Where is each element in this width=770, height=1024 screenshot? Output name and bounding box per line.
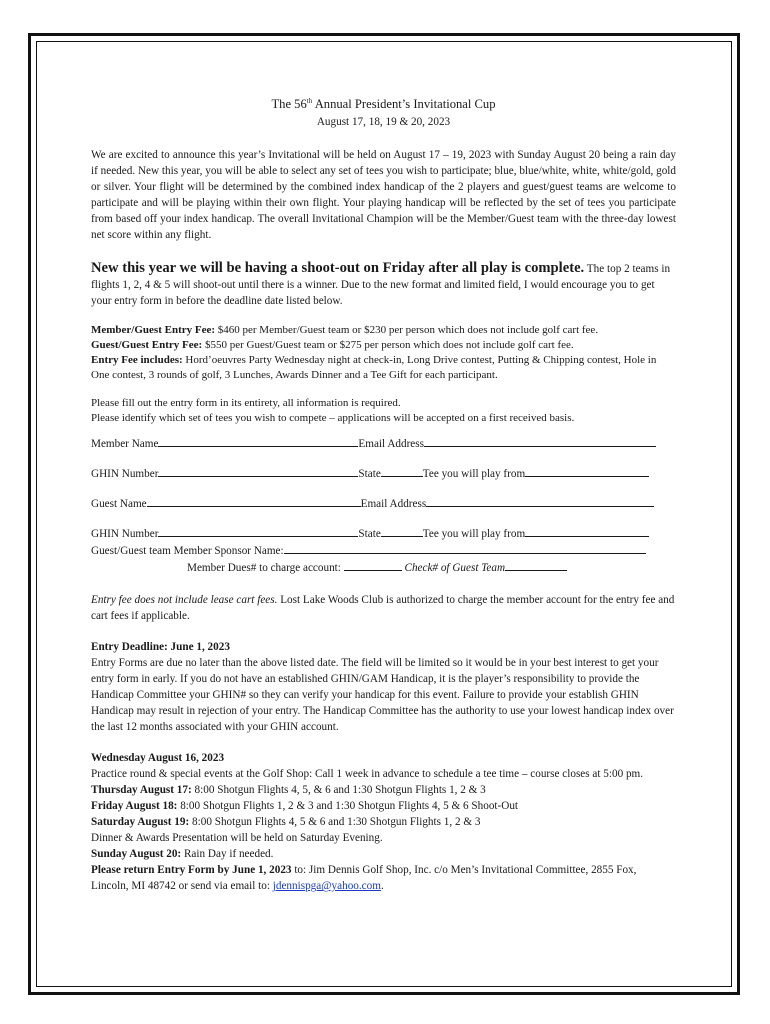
friday-line: Friday August 18: 8:00 Shotgun Flights 1, 2 & 3 and 1:30 Shotgun Flights 4, 5 & 6 Shoot-Out [91,800,519,813]
dinner-line: Dinner & Awards Presentation will be held on Saturday Evening. [91,832,383,845]
guest-check-field[interactable] [505,559,567,571]
fee-includes: Entry Fee includes: Hord’oeuvres Party Wednesday night at check-in, Long Drive contest, Putting & Chipping contest, Hole in One contest, 3 rounds of golf, 3 Lunches, Awards Dinner and a Tee Gift for each participant. [91,354,657,382]
guest-name-field[interactable] [147,495,361,507]
saturday-line: Saturday August 19: 8:00 Shotgun Flights 4, 5 & 6 and 1:30 Shotgun Flights 1, 2 & 3 [91,816,481,829]
wednesday-heading: Wednesday August 16, 2023 [91,752,225,765]
member-name-field[interactable] [158,435,358,447]
intro-paragraph: We are excited to announce this year’s Invitational will be held on August 17 – 19, 2023 with Sunday August 20 being a rain day if needed. New this year, you will be able to select any set of tees you wish to participate; blue, blue/white, white, white/gold, gold or silver. Your flight will be determined by the combined index handicap of the 2 players and guest/guest teams are welcome to participate and will be playing within their own flight. Your playing handicap will be reflected by the set of tees you participate from based off your index handicap. The overall Invitational Champion will be the Member/Guest team with the three-day lowest net score within any flight. [91,149,676,242]
member-email-field[interactable] [424,435,656,447]
sponsor-row: Guest/Guest team Member Sponsor Name: [91,542,676,559]
member-ghin-row: GHIN Number State Tee you will play from [91,465,676,482]
instructions: Please fill out the entry form in its entirety, all information is required. Please identify which set of tees you wish to compete – applications will be accepted on a first received basis. [91,397,575,425]
guest-row: Guest Name Email Address [91,495,676,512]
member-guest-fee: Member/Guest Entry Fee: $460 per Member/Guest team or $230 per person which does not include golf cart fee. [91,324,599,337]
wednesday-text: Practice round & special events at the Golf Shop: Call 1 week in advance to schedule a tee time – course closes at 5:00 pm. [91,768,644,781]
member-state-field[interactable] [381,465,423,477]
member-tee-field[interactable] [525,465,649,477]
document-title: The 56th Annual President’s Invitational Cup [271,97,496,112]
guest-tee-field[interactable] [525,525,649,537]
guest-guest-fee: Guest/Guest Entry Fee: $550 per Guest/Guest team or $275 per person which does not include golf cart fee. [91,339,574,352]
return-instructions: Please return Entry Form by June 1, 2023 to: Jim Dennis Golf Shop, Inc. c/o Men’s Invitational Committee, 2855 Fox, Lincoln, MI 48742 or send via email to: jdennispga@yahoo.com. [91,864,637,893]
email-link[interactable]: jdennispga@yahoo.com [272,880,381,893]
sponsor-name-field[interactable] [284,542,646,554]
shootout-headline: New this year we will be having a shoot-out on Friday after all play is complete. [91,260,585,277]
fees-section [91,323,676,383]
charge-row: Member Dues# to charge account: Check# of Guest Team [91,559,676,576]
guest-ghin-row: GHIN Number State Tee you will play from [91,525,676,542]
event-dates: August 17, 18, 19 & 20, 2023 [316,116,451,129]
guest-ghin-field[interactable] [158,525,358,537]
guest-email-field[interactable] [426,495,654,507]
sunday-line: Sunday August 20: Rain Day if needed. [91,848,274,861]
schedule-section [91,750,676,894]
deadline-heading: Entry Deadline: June 1, 2023 [91,641,230,654]
deadline-section [91,639,676,735]
entry-form [91,435,676,576]
member-ghin-field[interactable] [158,465,358,477]
deadline-text: Entry Forms are due no later than the above listed date. The field will be limited so it would be in your best interest to get your entry form in early. If you do not have an established GHIN/GAM Handicap, it is the player’s responsibility to provide the Handicap Committee your GHIN# so they can verify your handicap for this event. Failure to provide your establish GHIN Handicap may result in rejection of your entry. The Handicap Committee has the authority to use your lowest handicap index over the last 12 months associated with your GHIN account. [91,657,674,734]
thursday-line: Thursday August 17: 8:00 Shotgun Flights 4, 5, & 6 and 1:30 Shotgun Flights 1, 2 & 3 [91,784,486,797]
member-row: Member Name Email Address [91,435,676,452]
cart-fee-note: Entry fee does not include lease cart fees. Lost Lake Woods Club is authorized to charge the member account for the entry fee and cart fees if applicable. [91,594,675,623]
shootout-paragraph: New this year we will be having a shoot-out on Friday after all play is complete. The top 2 teams in flights 1, 2, 4 & 5 will shoot-out until there is a winner. Due to the new format and limited field, I would encourage you to get your entry form in before the deadline date listed below. [91,260,671,308]
guest-state-field[interactable] [381,525,423,537]
document-body [91,93,676,894]
member-dues-field[interactable] [344,559,402,571]
